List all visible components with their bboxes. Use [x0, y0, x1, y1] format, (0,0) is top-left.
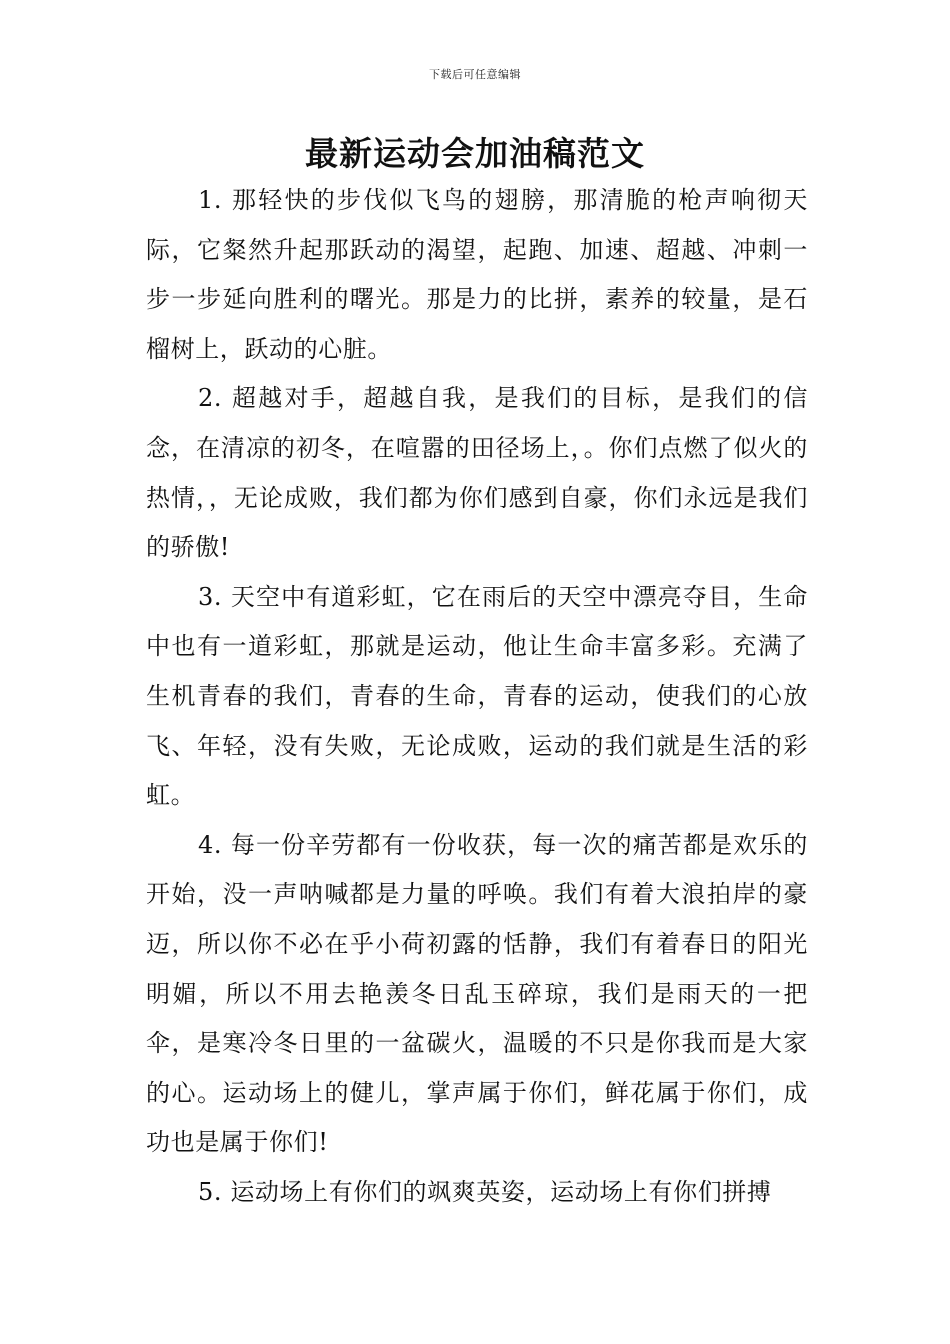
- paragraph-4: 4. 每一份辛劳都有一份收获，每一次的痛苦都是欢乐的开始，没一声呐喊都是力量的呼唤。我们有着大浪拍岸的豪迈，所以你不必在乎小荷初露的恬静，我们有着春日的阳光明媚，所以不用去艳羡冬日乱玉碎琼，我们是雨天的一把伞，是寒冷冬日里的一盆碳火，温暖的不只是你我而是大家的心。运动场上的健儿，掌声属于你们，鲜花属于你们，成功也是属于你们!: [146, 830, 808, 1157]
- paragraph-1: 1. 那轻快的步伐似飞鸟的翅膀，那清脆的枪声响彻天际，它粲然升起那跃动的渴望，起跑、加速、超越、冲刺一步一步延向胜利的曙光。那是力的比拼，素养的较量，是石榴树上，跃动的心脏。: [146, 186, 808, 363]
- paragraph-5: 5. 运动场上有你们的飒爽英姿，运动场上有你们拼搏: [198, 1177, 772, 1206]
- paragraph-3: 3. 天空中有道彩虹，它在雨后的天空中漂亮夺目，生命中也有一道彩虹，那就是运动，他让生命丰富多彩。充满了生机青春的我们，青春的生命，青春的运动，使我们的心放飞、年轻，没有失败，无论成败，运动的我们就是生活的彩虹。: [146, 582, 808, 810]
- document-title: 最新运动会加油稿范文: [305, 134, 645, 173]
- document-body: [146, 176, 808, 1217]
- header-note: 下载后可任意编辑: [429, 68, 521, 81]
- paragraph-2: 2. 超越对手，超越自我，是我们的目标，是我们的信念，在清凉的初冬，在喧嚣的田径场上，。你们点燃了似火的热情，，无论成败，我们都为你们感到自豪，你们永远是我们的骄傲!: [146, 384, 808, 562]
